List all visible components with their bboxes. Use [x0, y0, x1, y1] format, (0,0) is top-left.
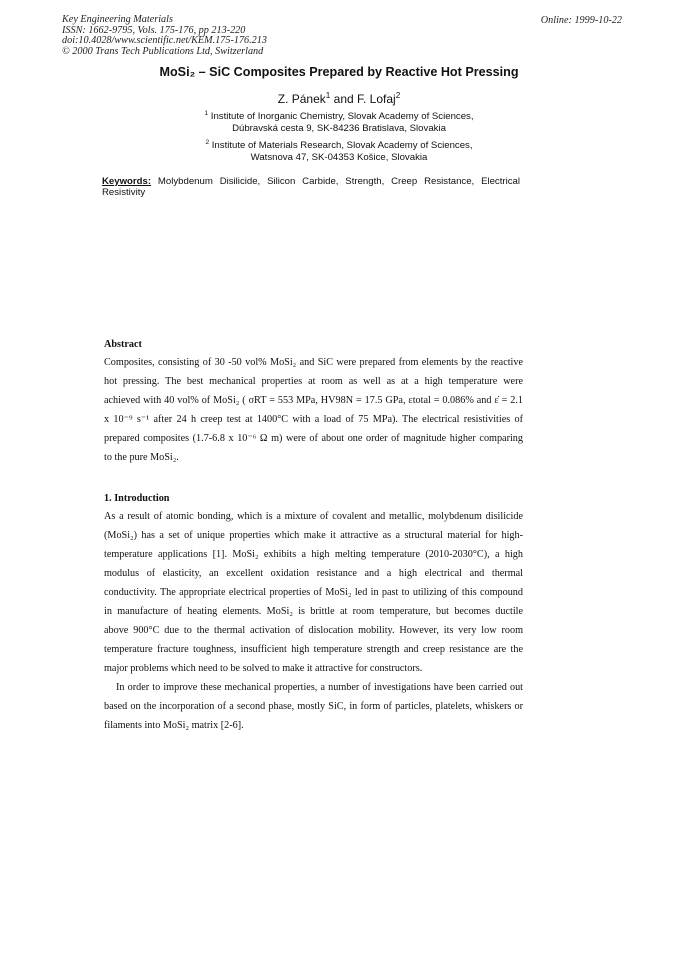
paragraph-line: (MoSi₂) has a set of unique properties which make it attractive as a structural material for high- [104, 530, 523, 541]
affiliation-1-line-2: Dúbravská cesta 9, SK-84236 Bratislava, Slovakia [232, 123, 446, 134]
abstract-line: hot pressing. The best mechanical properties at room as well as at a high temperature were [104, 376, 523, 387]
affiliation-2-line-1: Institute of Materials Research, Slovak Academy of Sciences, [211, 140, 473, 151]
paper-title: MoSi₂ – SiC Composites Prepared by Reactive Hot Pressing [159, 65, 519, 79]
paragraph-line: above 900°C due to the thermal activation of dislocation mobility. However, its very low room [104, 625, 523, 636]
affiliation-1-line-1: Institute of Inorganic Chemistry, Slovak Academy of Sciences, [210, 111, 474, 122]
author-2: F. Lofaj [357, 92, 396, 106]
introduction-heading: 1. Introduction [104, 493, 170, 504]
paragraph-line: filaments into MoSi₂ matrix [2-6]. [104, 720, 244, 731]
paragraph-line: based on the incorporation of a second phase, mostly SiC, in form of particles, platelets, whiskers or [104, 701, 523, 712]
paragraph-line: In order to improve these mechanical properties, a number of investigations have been carried out [116, 682, 523, 693]
citation-header [62, 15, 267, 57]
abstract-line: to the pure MoSi₂. [104, 452, 179, 463]
abstract-line: x 10⁻⁹ s⁻¹ after 24 h creep test at 1400°C with a load of 75 MPa). The electrical resistivities of [104, 414, 523, 425]
abstract-line: Composites, consisting of 30 -50 vol% MoSi₂ and SiC were prepared from elements by the reactive [104, 357, 523, 368]
author-1-affil: 1 [325, 91, 331, 100]
paragraph-line: temperature fracture toughness, insufficient high temperature strength and creep resistance are the [104, 644, 523, 655]
keywords-line-2: Resistivity [102, 187, 146, 198]
abstract-line: prepared composites (1.7-6.8 x 10⁻⁶ Ω m) were of about one order of magnitude higher comparing [104, 433, 523, 444]
author-1: Z. Pánek [277, 92, 326, 106]
journal-name: Key Engineering Materials [62, 14, 173, 25]
affiliation-2-line-2: Watsnova 47, SK-04353 Košice, Slovakia [250, 152, 428, 163]
paragraph-line: major problems which need to be solved to make it attractive for constructors. [104, 663, 423, 674]
keywords-line-1 [102, 176, 520, 187]
author-list [0, 92, 678, 106]
keywords-label: Keywords: [102, 176, 152, 187]
online-date: Online: 1999-10-22 [540, 15, 622, 26]
abstract-line: achieved with 40 vol% of MoSi₂ ( σRT = 553 MPa, HV98N = 17.5 GPa, εtotal = 0.086% and ε̇ = 2.1 [104, 395, 523, 406]
affiliation-1-mark: 1 [204, 109, 209, 117]
paragraph-line: conductivity. The appropriate electrical properties of MoSi₂ led in past to utilizing of this compound [104, 587, 523, 598]
abstract-heading: Abstract [104, 339, 142, 350]
paragraph-line: in manufacture of heating elements. MoSi₂ is brittle at room temperature, but becomes ductile [104, 606, 523, 617]
author-2-affil: 2 [395, 91, 401, 100]
paragraph-line: As a result of atomic bonding, which is a mixture of covalent and metallic, molybdenum disilicide [104, 511, 523, 522]
affiliation-2-mark: 2 [205, 138, 210, 146]
paragraph-line: temperature applications [1]. MoSi₂ exhibits a high melting temperature (2010-2030°C), a high [104, 549, 523, 560]
paragraph-line: modulus of elasticity, an excellent oxidation resistance and a high electrical and thermal [104, 568, 523, 579]
affiliation-2 [0, 140, 678, 164]
issn-line: ISSN: 1662-9795, Vols. 175-176, pp 213-220 [62, 24, 246, 36]
keywords-list: Molybdenum Disilicide, Silicon Carbide, Strength, Creep Resistance, Electrical [157, 176, 520, 187]
doi-line: doi:10.4028/www.scientific.net/KEM.175-176.213 [62, 35, 267, 46]
introduction-paragraph-2 [104, 678, 523, 735]
introduction-paragraph-1 [104, 507, 523, 678]
affiliation-1 [0, 111, 678, 135]
author-conjunction: and [330, 92, 358, 106]
abstract-body [104, 353, 523, 467]
copyright-line: © 2000 Trans Tech Publications Ltd, Switzerland [62, 45, 264, 57]
